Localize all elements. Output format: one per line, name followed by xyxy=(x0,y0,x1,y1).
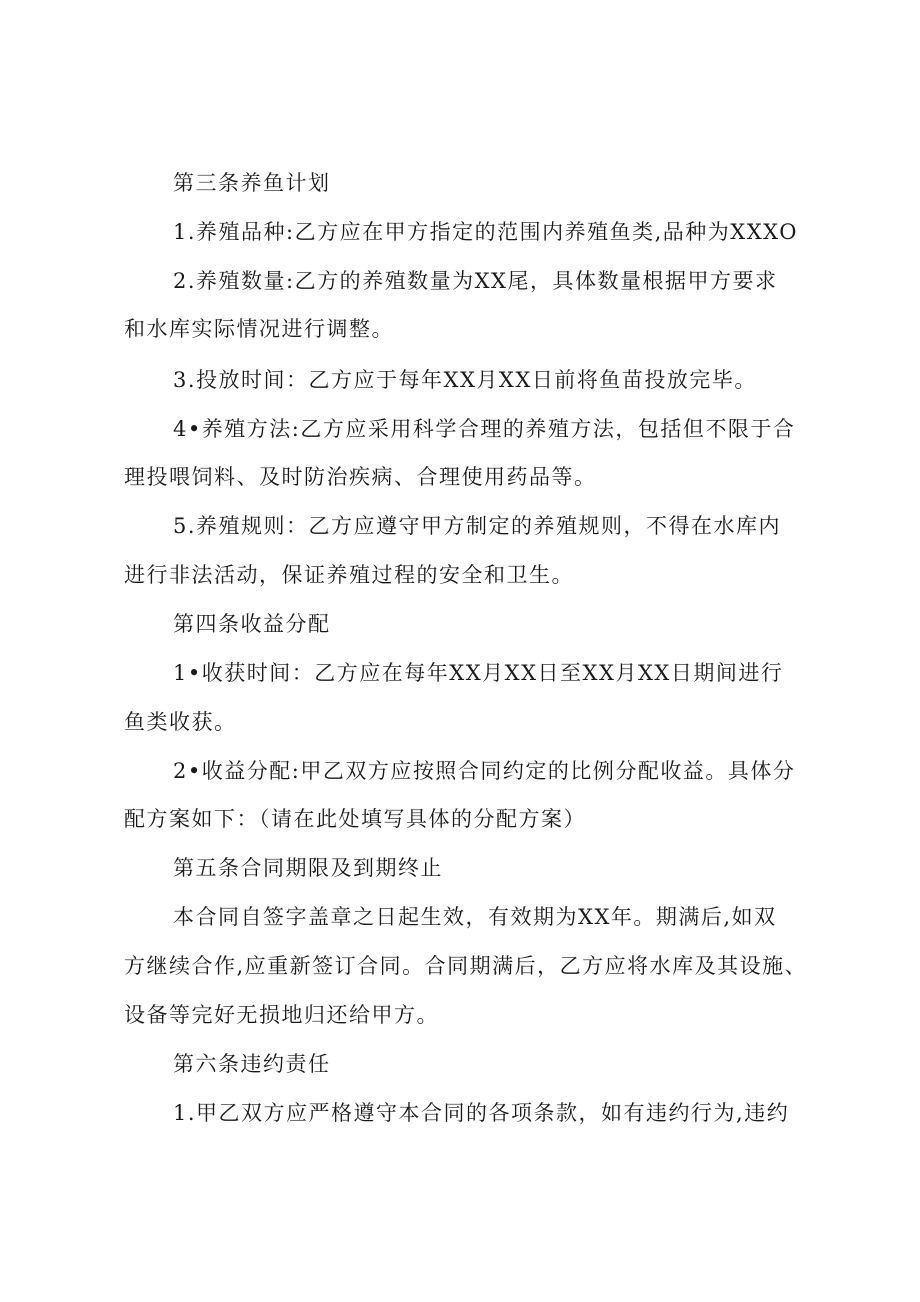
paragraph-line: 5.养殖规则：乙方应遵守甲方制定的养殖规则，不得在水库内 xyxy=(173,514,782,538)
paragraph-line: 2•收益分配:甲乙双方应按照合同约定的比例分配收益。具体分 xyxy=(173,759,796,783)
paragraph-line: 1.养殖品种:乙方应在甲方指定的范围内养殖鱼类,品种为XXXO xyxy=(173,220,798,244)
paragraph-line: 1.甲乙双方应严格遵守本合同的各项条款，如有违约行为,违约 xyxy=(173,1101,790,1125)
paragraph-line: 鱼类收获。 xyxy=(124,710,237,734)
paragraph-line: 理投喂饲料、及时防治疾病、合理使用药品等。 xyxy=(124,465,597,489)
paragraph-line: 设备等完好无损地归还给甲方。 xyxy=(124,1003,439,1027)
paragraph-line: 4•养殖方法:乙方应采用科学合理的养殖方法，包括但不限于合 xyxy=(173,417,796,441)
paragraph-line: 1•收获时间：乙方应在每年XX月XX日至XX月XX日期间进行 xyxy=(173,661,784,685)
paragraph-line: 配方案如下：（请在此处填写具体的分配方案） xyxy=(124,807,586,831)
section-heading-6: 第六条违约责任 xyxy=(173,1052,331,1076)
paragraph-line: 和水库实际情况进行调整。 xyxy=(124,317,394,341)
paragraph-line: 3.投放时间：乙方应于每年XX月XX日前将鱼苗投放完毕。 xyxy=(173,368,757,392)
paragraph-line: 方继续合作,应重新签订合同。合同期满后，乙方应将水库及其设施、 xyxy=(124,954,808,978)
paragraph-line: 2.养殖数量:乙方的养殖数量为XX尾，具体数量根据甲方要求 xyxy=(173,269,778,293)
section-heading-4: 第四条收益分配 xyxy=(173,612,331,636)
paragraph-line: 本合同自签字盖章之日起生效，有效期为XX年。期满后,如双 xyxy=(173,905,777,929)
section-heading-3: 第三条养鱼计划 xyxy=(173,171,331,195)
paragraph-line: 进行非法活动，保证养殖过程的安全和卫生。 xyxy=(124,563,574,587)
section-heading-5: 第五条合同期限及到期终止 xyxy=(173,856,443,880)
